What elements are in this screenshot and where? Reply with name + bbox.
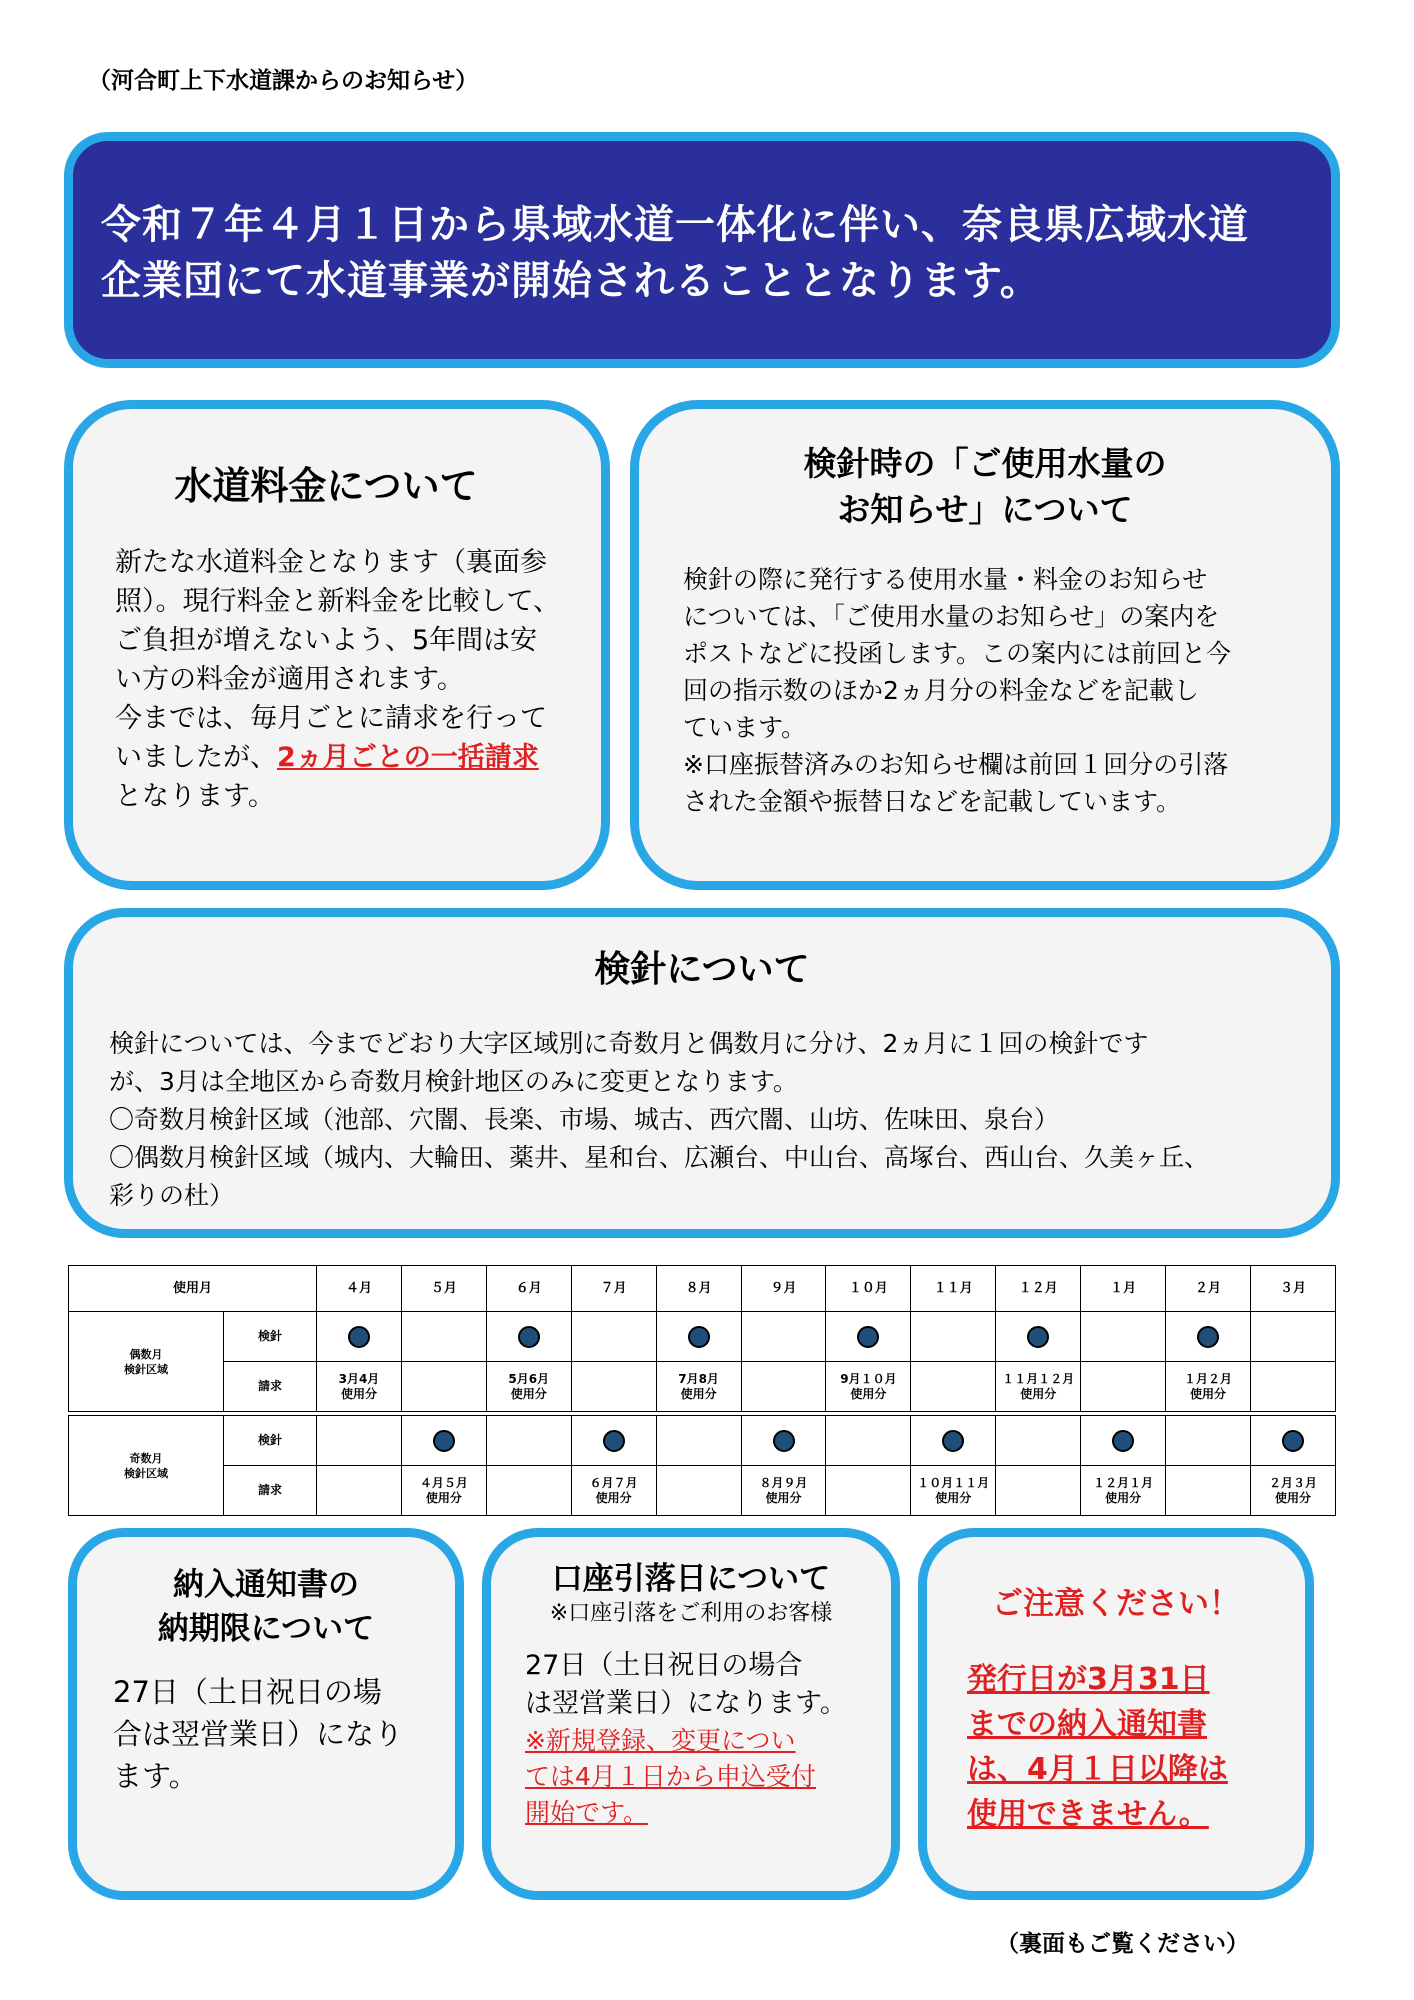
reading-dot-icon — [1197, 1326, 1219, 1348]
reading-cell — [656, 1416, 741, 1466]
bill-used: 使用分 — [1190, 1386, 1227, 1401]
billing-cell — [741, 1362, 826, 1412]
account-debit-box — [482, 1528, 900, 1900]
registration-note — [525, 1723, 891, 1831]
bill-used: 使用分 — [340, 1386, 377, 1401]
billing-cell — [486, 1466, 571, 1516]
billing-label: 請求 — [224, 1466, 317, 1516]
group-label-line: 奇数月 — [129, 1451, 163, 1465]
reading-cell — [1250, 1312, 1335, 1362]
payment-deadline-line: 27日（土日祝日の場 — [113, 1675, 382, 1709]
billing-cell — [996, 1466, 1081, 1516]
usage-notice-line: 検針の際に発行する使用水量・料金のお知らせ — [683, 565, 1208, 594]
reading-cell — [996, 1416, 1081, 1466]
odd-month-districts: 〇奇数月検針区域（池部、穴闇、長楽、市場、城古、西穴闇、山坊、佐味田、泉台） — [109, 1105, 1060, 1134]
account-debit-subtitle: ※口座引落をご利用のお客様 — [549, 1601, 833, 1626]
registration-note-line: ※新規登録、変更につい — [525, 1726, 796, 1755]
month-header: ６月 — [486, 1266, 571, 1312]
reading-cell — [826, 1416, 911, 1466]
bill-used: 使用分 — [765, 1490, 802, 1505]
group-label-line: 検針区域 — [124, 1466, 168, 1480]
billing-cell — [826, 1362, 911, 1412]
usage-notice-title-line: 検針時の「ご使用水量の — [803, 444, 1167, 483]
reading-cell — [911, 1312, 996, 1362]
bill-used: 使用分 — [935, 1490, 972, 1505]
account-debit-line: は翌営業日）になります。 — [525, 1688, 847, 1719]
reading-dot-icon — [348, 1326, 370, 1348]
month-header: １２月 — [996, 1266, 1081, 1312]
bill-used: 使用分 — [1274, 1490, 1311, 1505]
caution-line: までの納入通知書 — [967, 1707, 1207, 1742]
registration-note-line: 開始です。 — [525, 1798, 649, 1827]
bill-months: 5月6月 — [508, 1371, 550, 1386]
month-header: ３月 — [1250, 1266, 1335, 1312]
group-label-line: 偶数月 — [129, 1347, 163, 1361]
month-header: ７月 — [571, 1266, 656, 1312]
usage-notice-line: ※口座振替済みのお知らせ欄は前回１回分の引落 — [683, 750, 1229, 779]
bill-used: 使用分 — [1105, 1490, 1142, 1505]
reading-label: 検針 — [224, 1312, 317, 1362]
bill-used: 使用分 — [850, 1386, 887, 1401]
reading-cell — [656, 1312, 741, 1362]
header-note: （河合町上下水道課からのお知らせ） — [88, 68, 479, 94]
reading-dot-icon — [1027, 1326, 1049, 1348]
caution-box — [918, 1528, 1314, 1900]
bill-months: １１月１２月 — [1002, 1371, 1075, 1386]
billing-cell — [656, 1466, 741, 1516]
month-header: １１月 — [911, 1266, 996, 1312]
reading-cell — [1081, 1416, 1166, 1466]
reading-dot-icon — [857, 1326, 879, 1348]
bill-used: 使用分 — [595, 1490, 632, 1505]
footer-note: （裏面もご覧ください） — [996, 1931, 1249, 1957]
account-debit-title: 口座引落日について — [551, 1561, 831, 1597]
schedule-header-row — [69, 1266, 1336, 1312]
reading-cell — [996, 1312, 1081, 1362]
bill-months: ２月３月 — [1268, 1475, 1317, 1490]
reading-cell — [1081, 1312, 1166, 1362]
billing-cell — [571, 1362, 656, 1412]
bill-months: １月２月 — [1184, 1371, 1233, 1386]
billing-cell — [826, 1466, 911, 1516]
bill-used: 使用分 — [1020, 1386, 1057, 1401]
month-header: １月 — [1081, 1266, 1166, 1312]
billing-cell — [656, 1362, 741, 1412]
caution-line: は、4月１日以降は — [967, 1752, 1228, 1787]
even-month-districts-cont: 彩りの杜） — [109, 1181, 235, 1210]
payment-deadline-line: 合は翌営業日）になり — [113, 1717, 404, 1751]
water-fee-box — [64, 400, 610, 890]
billing-cell — [317, 1466, 402, 1516]
reading-billing-schedule-table — [68, 1265, 1336, 1516]
month-header: ２月 — [1166, 1266, 1251, 1312]
meter-reading-box — [64, 908, 1340, 1238]
billing-cell — [1081, 1362, 1166, 1412]
reading-cell — [317, 1312, 402, 1362]
reading-dot-icon — [603, 1430, 625, 1452]
reading-cell — [571, 1416, 656, 1466]
bill-used: 使用分 — [680, 1386, 717, 1401]
caution-title: ご注意ください！ — [992, 1586, 1240, 1622]
billing-label: 請求 — [224, 1362, 317, 1412]
reading-cell — [317, 1416, 402, 1466]
billing-cell — [996, 1362, 1081, 1412]
usage-notice-line: 回の指示数のほか2ヵ月分の料金などを記載し — [683, 676, 1199, 705]
bill-used: 使用分 — [425, 1490, 462, 1505]
bill-months: 9月１０月 — [840, 1371, 897, 1386]
bill-months: １０月１１月 — [917, 1475, 990, 1490]
reading-dot-icon — [773, 1430, 795, 1452]
payment-deadline-title — [77, 1563, 455, 1651]
reading-cell — [401, 1416, 486, 1466]
water-fee-line: ご負担が増えないよう、5年間は安 — [115, 625, 538, 656]
meter-reading-title: 検針について — [594, 949, 810, 990]
reading-cell — [486, 1416, 571, 1466]
bill-months: 7月8月 — [678, 1371, 719, 1386]
reading-dot-icon — [688, 1326, 710, 1348]
water-fee-line: 今までは、毎月ごとに請求を行って — [115, 703, 547, 734]
banner-line-2: 企業団にて水道事業が開始されることとなります。 — [101, 258, 1041, 304]
reading-cell — [401, 1312, 486, 1362]
reading-label: 検針 — [224, 1416, 317, 1466]
reading-cell — [911, 1416, 996, 1466]
odd-billing-row — [69, 1466, 1336, 1516]
usage-notice-line: ています。 — [683, 713, 807, 742]
billing-cell — [401, 1466, 486, 1516]
reading-dot-icon — [1112, 1430, 1134, 1452]
bill-months: １２月１月 — [1093, 1475, 1154, 1490]
water-fee-body — [115, 543, 601, 816]
even-month-districts: 〇偶数月検針区域（城内、大輪田、薬井、星和台、広瀬台、中山台、高塚台、西山台、久美ヶ丘、 — [109, 1143, 1210, 1172]
water-fee-line: となります。 — [115, 781, 275, 812]
reading-cell — [1250, 1416, 1335, 1466]
bill-months: ６月７月 — [589, 1475, 638, 1490]
billing-cell — [911, 1362, 996, 1412]
usage-notice-box — [630, 400, 1340, 890]
reading-dot-icon — [518, 1326, 540, 1348]
reading-cell — [1166, 1312, 1251, 1362]
month-header: ９月 — [741, 1266, 826, 1312]
reading-cell — [1166, 1416, 1251, 1466]
billing-cell — [741, 1466, 826, 1516]
bill-months: ４月５月 — [419, 1475, 468, 1490]
billing-cell — [1166, 1466, 1251, 1516]
account-debit-body — [525, 1647, 891, 1831]
bill-months: 3月4月 — [338, 1371, 380, 1386]
water-fee-line — [115, 738, 601, 777]
usage-month-header: 使用月 — [69, 1266, 317, 1312]
water-fee-line: 新たな水道料金となります（裏面参 — [115, 547, 547, 578]
odd-reading-row — [69, 1416, 1336, 1466]
billing-cell — [1081, 1466, 1166, 1516]
reading-dot-icon — [433, 1430, 455, 1452]
water-fee-line: 照）。現行料金と新料金を比較して、 — [115, 586, 560, 617]
odd-month-group-label — [69, 1416, 224, 1516]
caution-body — [967, 1657, 1305, 1837]
announcement-banner — [64, 132, 1340, 368]
usage-notice-line: された金額や振替日などを記載しています。 — [683, 787, 1182, 816]
reading-cell — [741, 1416, 826, 1466]
caution-line: 使用できません。 — [967, 1797, 1209, 1832]
banner-line-1: 令和７年４月１日から県域水道一体化に伴い、奈良県広域水道 — [101, 202, 1249, 248]
reading-dot-icon — [1282, 1430, 1304, 1452]
billing-cell — [1250, 1362, 1335, 1412]
reading-cell — [741, 1312, 826, 1362]
payment-deadline-line: ます。 — [113, 1759, 198, 1793]
caution-line: 発行日が3月31日 — [967, 1662, 1210, 1697]
meter-reading-line: 検針については、今までどおり大字区域別に奇数月と偶数月に分け、2ヵ月に１回の検針です — [109, 1029, 1149, 1058]
reading-dot-icon — [942, 1430, 964, 1452]
usage-notice-title-line: お知らせ」について — [837, 490, 1133, 529]
month-header: １０月 — [826, 1266, 911, 1312]
usage-notice-title — [639, 441, 1331, 533]
account-debit-line: 27日（土日祝日の場合 — [525, 1650, 803, 1681]
bill-months: ８月９月 — [759, 1475, 808, 1490]
water-fee-line: い方の料金が適用されます。 — [115, 664, 464, 695]
billing-cell — [1166, 1362, 1251, 1412]
payment-deadline-title-line: 納入通知書の — [173, 1567, 359, 1603]
month-header: ４月 — [317, 1266, 402, 1312]
group-label-line: 検針区域 — [124, 1362, 168, 1376]
payment-deadline-title-line: 納期限について — [157, 1611, 375, 1647]
even-billing-row — [69, 1362, 1336, 1412]
billing-cell — [401, 1362, 486, 1412]
billing-cell — [911, 1466, 996, 1516]
reading-cell — [571, 1312, 656, 1362]
meter-reading-body — [109, 1025, 1331, 1215]
billing-cell — [317, 1362, 402, 1412]
payment-deadline-body — [113, 1671, 455, 1797]
meter-reading-line: が、3月は全地区から奇数月検針地区のみに変更となります。 — [109, 1067, 798, 1096]
payment-deadline-box — [68, 1528, 464, 1900]
billing-cell — [571, 1466, 656, 1516]
registration-note-line: ては4月１日から申込受付 — [525, 1762, 816, 1791]
billing-cell — [486, 1362, 571, 1412]
bimonthly-billing-emphasis: 2ヵ月ごとの一括請求 — [277, 742, 539, 773]
reading-cell — [826, 1312, 911, 1362]
even-reading-row — [69, 1312, 1336, 1362]
usage-notice-body — [683, 561, 1331, 820]
month-header: ８月 — [656, 1266, 741, 1312]
usage-notice-line: ポストなどに投函します。この案内には前回と今 — [683, 639, 1232, 668]
reading-cell — [486, 1312, 571, 1362]
billing-cell — [1250, 1466, 1335, 1516]
even-month-group-label — [69, 1312, 224, 1412]
bill-used: 使用分 — [510, 1386, 547, 1401]
water-fee-text: いましたが、 — [115, 742, 277, 773]
usage-notice-line: については、「ご使用水量のお知らせ」の案内を — [683, 602, 1220, 631]
water-fee-title: 水道料金について — [174, 464, 478, 508]
month-header: ５月 — [401, 1266, 486, 1312]
